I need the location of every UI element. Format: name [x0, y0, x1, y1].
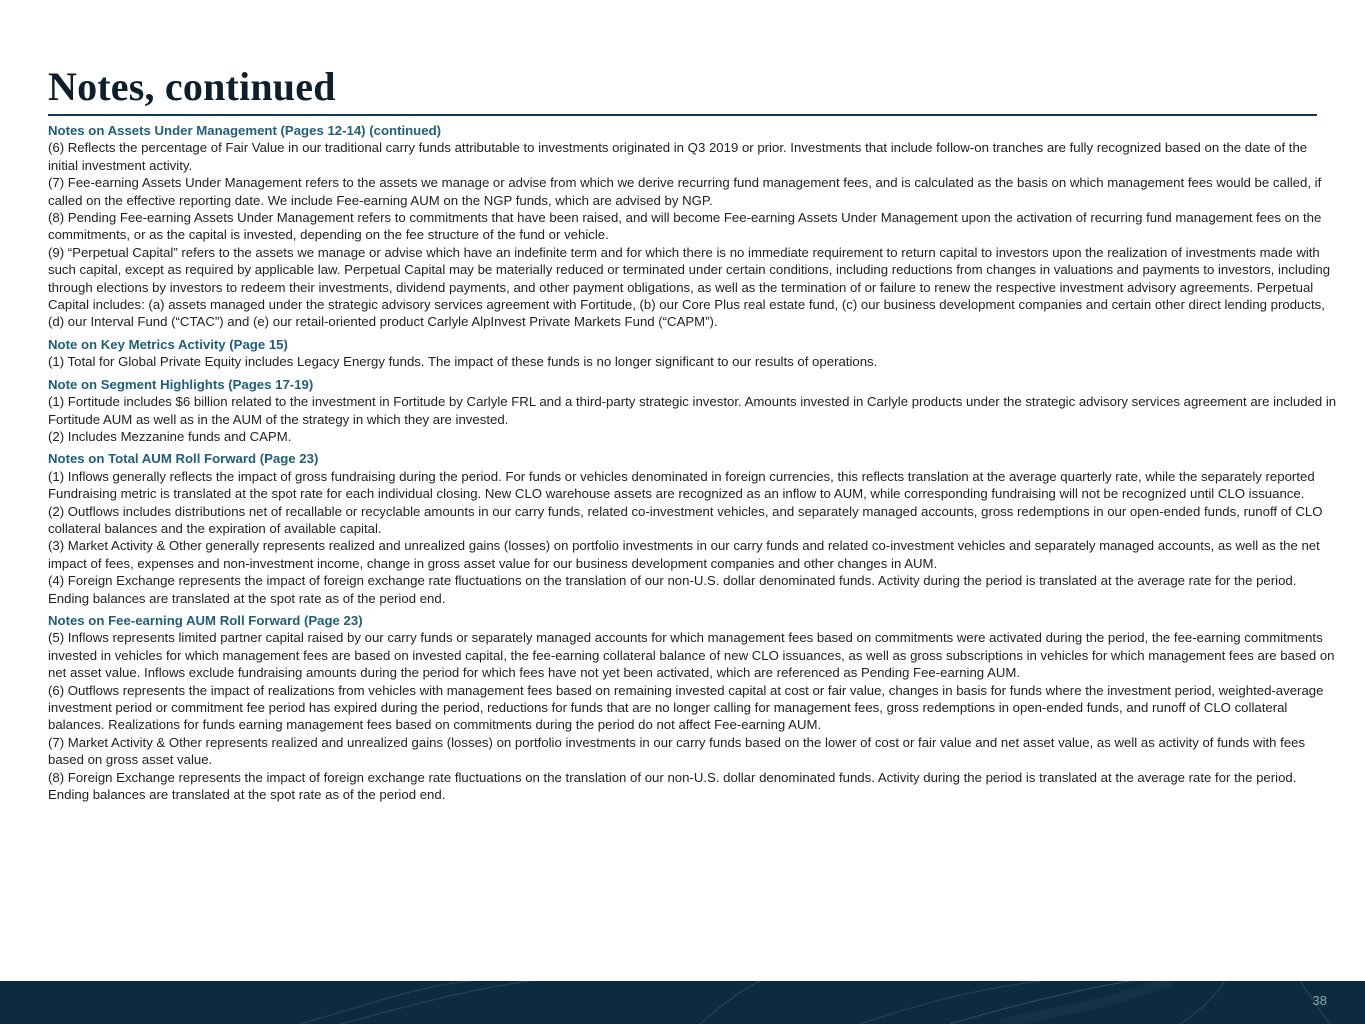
title-divider [48, 114, 1317, 116]
section-key-metrics [48, 336, 1338, 371]
notes-content [48, 122, 1338, 808]
footer-band [0, 981, 1365, 1024]
section-heading: Note on Segment Highlights (Pages 17-19) [48, 376, 314, 392]
note-paragraph: (8) Pending Fee-earning Assets Under Management refers to commitments that have been raised, and will become Fee-earning Assets Under Management upon the activation of recurring fund management fees on the commitments, or as the capital is invested, depending on the fee structure of the fund or vehicle. [48, 210, 1322, 243]
section-heading: Note on Key Metrics Activity (Page 15) [48, 336, 288, 352]
section-heading: Notes on Total AUM Roll Forward (Page 23) [48, 451, 319, 467]
note-paragraph: (9) “Perpetual Capital” refers to the assets we manage or advise which have an indefinite term and for which there is no immediate requirement to return capital to investors upon the realization of investments made with such capital, except as required by applicable law. Perpetual Capital may be materially reduced or terminated under certain conditions, including reductions from changes in valuations and payments to investors, including through elections by investors to redeem their investments, dividend payments, and other payment obligations, as well as the termination of or failure to renew the respective investment advisory agreements. Perpetual Capital includes: (a) assets managed under the strategic advisory services agreement with Fortitude, (b) our Core Plus real estate fund, (c) our business development companies and certain other direct lending products, (d) our Interval Fund (“CTAC”) and (e) our retail-oriented product Carlyle AlpInvest Private Markets Fund (“CAPM”). [48, 244, 1331, 330]
note-paragraph: (1) Fortitude includes $6 billion related to the investment in Fortitude by Carlyle FRL and a third-party strategic investor. Amounts invested in Carlyle products under the strategic advisory services agreement are included in Fortitude AUM as well as in the AUM of the strategy in which they are invested. [48, 394, 1337, 427]
note-paragraph: (4) Foreign Exchange represents the impact of foreign exchange rate fluctuations on the translation of our non-U.S. dollar denominated funds. Activity during the period is translated at the average rate for the period. Ending balances are translated at the spot rate as of the period end. [48, 573, 1297, 606]
note-paragraph: (7) Market Activity & Other represents realized and unrealized gains (losses) on portfolio investments in our carry funds based on the lower of cost or fair value and net asset value, as well as activity of funds with fees based on gross asset value. [48, 734, 1306, 768]
section-fee-earning-aum-roll-forward [48, 612, 1338, 803]
page-number: 38 [1312, 993, 1327, 1008]
section-total-aum-roll-forward [48, 450, 1338, 607]
footer-wave-decoration [0, 981, 1365, 1024]
note-paragraph: (7) Fee-earning Assets Under Management refers to the assets we manage or advise from which we derive recurring fund management fees, and is calculated as the basis on which management fees would be called, if called on the effective reporting date. We include Fee-earning AUM on the NGP funds, which are advised by NGP. [48, 175, 1322, 208]
note-paragraph: (1) Inflows generally reflects the impact of gross fundraising during the period. For funds or vehicles denominated in foreign currencies, this reflects translation at the average quarterly rate, while the separately reported Fundraising metric is translated at the spot rate for each individual closing. New CLO warehouse assets are recognized as an inflow to AUM, while corresponding fundraising will not be recognized until CLO issuance. [48, 468, 1315, 502]
note-paragraph: (6) Outflows represents the impact of realizations from vehicles with management fees based on remaining invested capital at cost or fair value, changes in basis for funds where the investment period, weighted-average investment period or commitment fee period has expired during the period, reductions for funds that are no longer calling for management fees, gross redemptions in open-ended funds, and runoff of CLO collateral balances. Realizations for funds earning management fees based on commitments during the period do not affect Fee-earning AUM. [48, 682, 1324, 733]
note-paragraph: (3) Market Activity & Other generally represents realized and unrealized gains (losses) on portfolio investments in our carry funds and related co-investment vehicles and separately managed accounts, as well as the net impact of fees, expenses and non-investment income, change in gross asset value for our business development companies and other changes in AUM. [48, 538, 1320, 571]
note-paragraph: (2) Outflows includes distributions net of recallable or recyclable amounts in our carry funds, related co-investment vehicles, and separately managed accounts, gross redemptions in our open-ended funds, runoff of CLO collateral balances and the expiration of available capital. [48, 503, 1323, 536]
note-paragraph: (1) Total for Global Private Equity includes Legacy Energy funds. The impact of these funds is no longer significant to our results of operations. [48, 354, 878, 370]
page-title: Notes, continued [48, 64, 336, 109]
note-paragraph: (5) Inflows represents limited partner capital raised by our carry funds or separately managed accounts for which management fees based on commitments were activated during the period, the fee-earning commitments invested in vehicles for which management fees are based on invested capital, the fee-earning collateral balance of new CLO issuances, as well as gross subscriptions in vehicles for which management fees are based on net asset value. Inflows exclude fundraising amounts during the period for which fees have not yet been activated, which are referenced as Pending Fee-earning AUM. [48, 630, 1335, 681]
section-heading: Notes on Assets Under Management (Pages 12-14) (continued) [48, 123, 442, 138]
note-paragraph: (6) Reflects the percentage of Fair Value in our traditional carry funds attributable to investments originated in Q3 2019 or prior. Investments that include follow-on tranches are fully recognized based on the date of the initial investment activity. [48, 140, 1308, 173]
section-aum-notes [48, 122, 1338, 331]
section-segment-highlights [48, 376, 1338, 446]
note-paragraph: (2) Includes Mezzanine funds and CAPM. [48, 428, 292, 444]
note-paragraph: (8) Foreign Exchange represents the impact of foreign exchange rate fluctuations on the translation of our non-U.S. dollar denominated funds. Activity during the period is translated at the average rate for the period. Ending balances are translated at the spot rate as of the period end. [48, 769, 1297, 803]
section-heading: Notes on Fee-earning AUM Roll Forward (Page 23) [48, 612, 363, 628]
